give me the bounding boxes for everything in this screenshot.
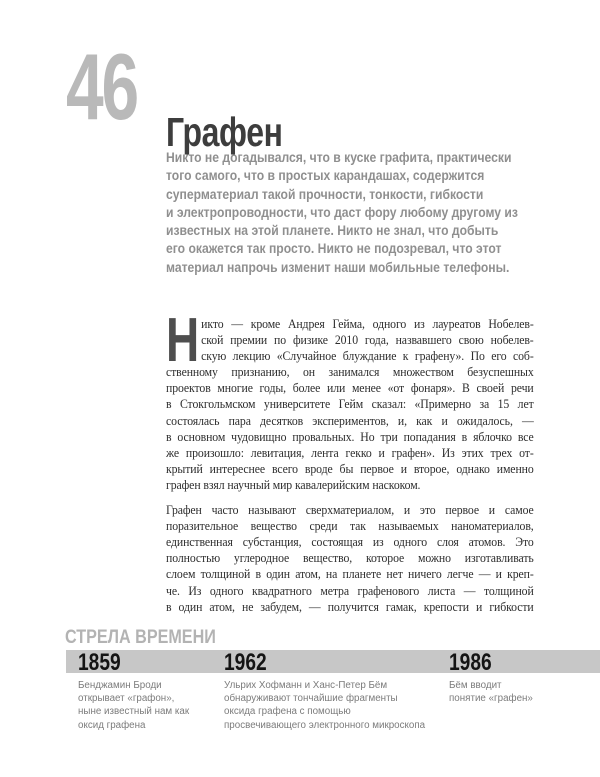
text-line: оксид графена	[78, 719, 146, 731]
text-line: же произошло: левитация, лента гекко и графен». Из этих трех от-	[166, 445, 534, 460]
text-line: ныне известный нам как	[78, 706, 190, 718]
text-line: графен взял научный мир кавалерийским наскоком.	[166, 477, 421, 492]
text-line: Бём вводит	[449, 680, 502, 691]
text-line: известных на этой планете. Никто не знал, что добыть	[166, 223, 499, 239]
chapter-number: 46	[66, 34, 137, 139]
timeline-header: СТРЕЛА ВРЕМЕНИ	[65, 627, 216, 648]
text-line: слоем толщиной в один атом, на планете нет ничего легче — и креп-	[166, 567, 534, 582]
text-line: единственная субстанция, состоящая из одного слоя атомов. Это	[166, 535, 534, 550]
text-line: понятие «графен»	[449, 693, 533, 705]
text-line: в Стокгольмском университете Гейм сказал: «Примерно за 15 лет	[166, 397, 534, 412]
lede-paragraph	[166, 149, 553, 277]
text-line: проектов многие годы, более или менее «от фонаря». В своей речи	[166, 381, 534, 396]
text-line: ственному признанию, он занимался множеством безуспешных	[166, 365, 534, 380]
text-line: открывает «графон»,	[78, 693, 175, 705]
text-line: его окажется так просто. Никто не подозревал, что этот	[166, 241, 502, 257]
text-line: и электропроводности, что даст фору любому другому из	[166, 204, 518, 220]
timeline-description	[224, 679, 425, 732]
text-line: в основном чудовищно провальных. Но три попадания в яблочко все	[166, 429, 534, 444]
drop-cap-letter: Н	[166, 305, 200, 375]
text-line: Никто не догадывался, что в куске графита, практически	[166, 150, 512, 165]
body-paragraph-1-lines	[166, 316, 534, 493]
text-line: поразительное вещество среди так называемых наноматериалов,	[166, 519, 534, 534]
drop-cap	[166, 305, 200, 375]
chapter-title: Графен	[166, 109, 283, 156]
body-paragraph-1	[166, 305, 534, 493]
text-line: крытий интереснее всего вроде бы первое и второе, однако именно	[166, 461, 534, 476]
timeline-description	[78, 679, 189, 732]
text-line: того самого, что в простых карандашах, содержится	[166, 168, 485, 184]
text-line: ской премии по физике 2010 года, назвавшего свою нобелев-	[201, 333, 534, 348]
text-line: просвечивающего электронного микроскопа	[224, 719, 426, 731]
timeline-entry-1986	[449, 650, 533, 705]
text-line: че. Из одного квадратного метра графенового листа — толщиной	[166, 583, 534, 598]
text-line: Графен часто называют сверхматериалом, и это первое и самое	[166, 503, 534, 518]
timeline-entry-1962	[224, 650, 425, 732]
text-line: скую лекцию «Случайное блуждание к графену». По его соб-	[201, 349, 534, 364]
timeline-entry-1859	[78, 650, 189, 732]
body-paragraph-2	[166, 502, 534, 615]
text-line: Ульрих Хофманн и Ханс-Петер Бём	[224, 680, 388, 691]
text-line: состоялась пара десятков экспериментов, и, как и ожидалось, —	[166, 413, 534, 428]
timeline-description	[449, 679, 533, 705]
text-line: полностью углеродное вещество, которое можно изготавливать	[166, 551, 534, 566]
text-line: обнаруживают тончайшие фрагменты	[224, 693, 398, 705]
text-line: в один атом, не забудем, — получится гамак, крепости и гибкости	[166, 599, 534, 614]
timeline-year: 1986	[449, 649, 492, 676]
timeline-year: 1962	[224, 649, 267, 676]
timeline-year: 1859	[78, 649, 121, 676]
text-line: суперматериал такой прочности, тонкости, гибкости	[166, 186, 484, 202]
text-line: оксида графена с помощью	[224, 706, 351, 718]
text-line: материал напрочь изменит наши мобильные телефоны.	[166, 259, 510, 275]
text-line: икто — кроме Андрея Гейма, одного из лауреатов Нобелев-	[201, 317, 534, 331]
text-line: Бенджамин Броди	[78, 680, 162, 691]
body-text	[166, 305, 534, 615]
